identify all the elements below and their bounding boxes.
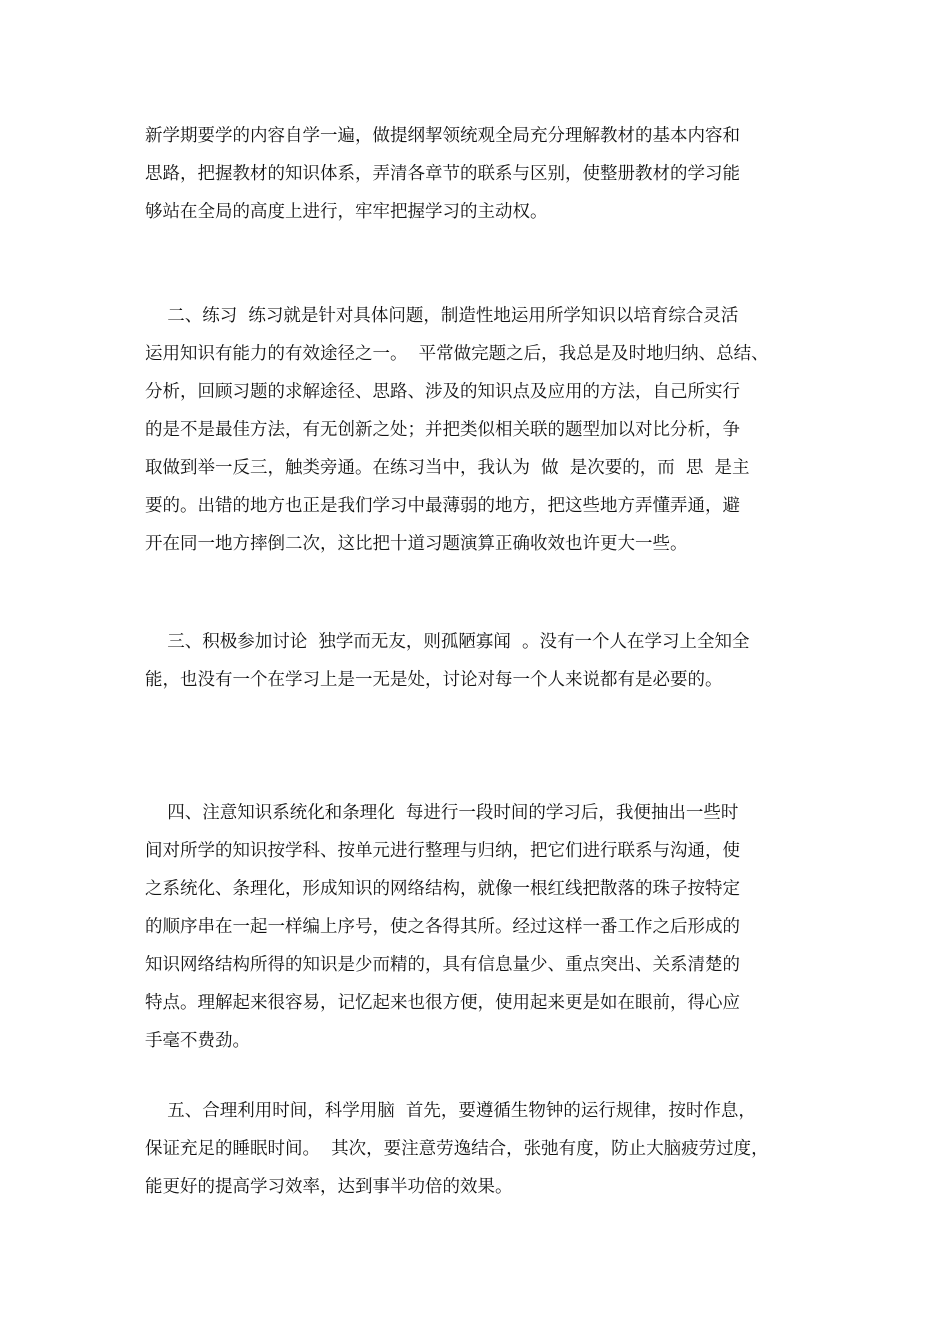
paragraph-discussion xyxy=(145,623,845,699)
text-line: 开在同一地方摔倒二次，这比把十道习题演算正确收效也许更大一些。 xyxy=(145,534,688,554)
text-line: 能更好的提高学习效率，达到事半功倍的效果。 xyxy=(145,1177,513,1197)
text-line: 够站在全局的高度上进行，牢牢把握学习的主动权。 xyxy=(145,202,548,222)
paragraph-practice xyxy=(145,297,845,563)
paragraph-self-study xyxy=(145,117,845,231)
text-line: 取做到举一反三，触类旁通。在练习当中，我认为 做 是次要的，而 思 是主 xyxy=(145,458,750,478)
text-line: 特点。理解起来很容易，记忆起来也很方便，使用起来更是如在眼前，得心应 xyxy=(145,993,740,1013)
text-line: 运用知识有能力的有效途径之一。 平常做完题之后，我总是及时地归纳、总结、 xyxy=(145,344,769,364)
text-line: 能，也没有一个在学习上是一无是处，讨论对每一个人来说都有是必要的。 xyxy=(145,670,723,690)
text-line: 分析，回顾习题的求解途径、思路、涉及的知识点及应用的方法，自己所实行 xyxy=(145,382,740,402)
text-line: 思路，把握教材的知识体系，弄清各章节的联系与区别，使整册教材的学习能 xyxy=(145,164,740,184)
text-line: 要的。出错的地方也正是我们学习中最薄弱的地方，把这些地方弄懂弄通，避 xyxy=(145,496,740,516)
text-line: 知识网络结构所得的知识是少而精的，具有信息量少、重点突出、关系清楚的 xyxy=(145,955,740,975)
paragraph-systematization xyxy=(145,794,845,1060)
text-line: 新学期要学的内容自学一遍，做提纲挈领统观全局充分理解教材的基本内容和 xyxy=(145,126,740,146)
text-line: 五、合理利用时间，科学用脑 首先，要遵循生物钟的运行规律，按时作息， xyxy=(145,1101,756,1121)
text-line: 的顺序串在一起一样编上序号，使之各得其所。经过这样一番工作之后形成的 xyxy=(145,917,740,937)
text-line: 的是不是最佳方法，有无创新之处；并把类似相关联的题型加以对比分析，争 xyxy=(145,420,740,440)
text-line: 手毫不费劲。 xyxy=(145,1031,250,1051)
text-line: 二、练习 练习就是针对具体问题，制造性地运用所学知识以培育综合灵活 xyxy=(145,306,739,326)
text-line: 四、注意知识系统化和条理化 每进行一段时间的学习后，我便抽出一些时 xyxy=(145,803,739,823)
text-line: 保证充足的睡眠时间。 其次，要注意劳逸结合，张弛有度，防止大脑疲劳过度， xyxy=(145,1139,769,1159)
text-line: 间对所学的知识按学科、按单元进行整理与归纳，把它们进行联系与沟通，使 xyxy=(145,841,740,861)
text-line: 三、积极参加讨论 独学而无友，则孤陋寡闻 。没有一个人在学习上全知全 xyxy=(145,632,750,652)
paragraph-time-management xyxy=(145,1092,845,1206)
text-line: 之系统化、条理化，形成知识的网络结构，就像一根红线把散落的珠子按特定 xyxy=(145,879,740,899)
